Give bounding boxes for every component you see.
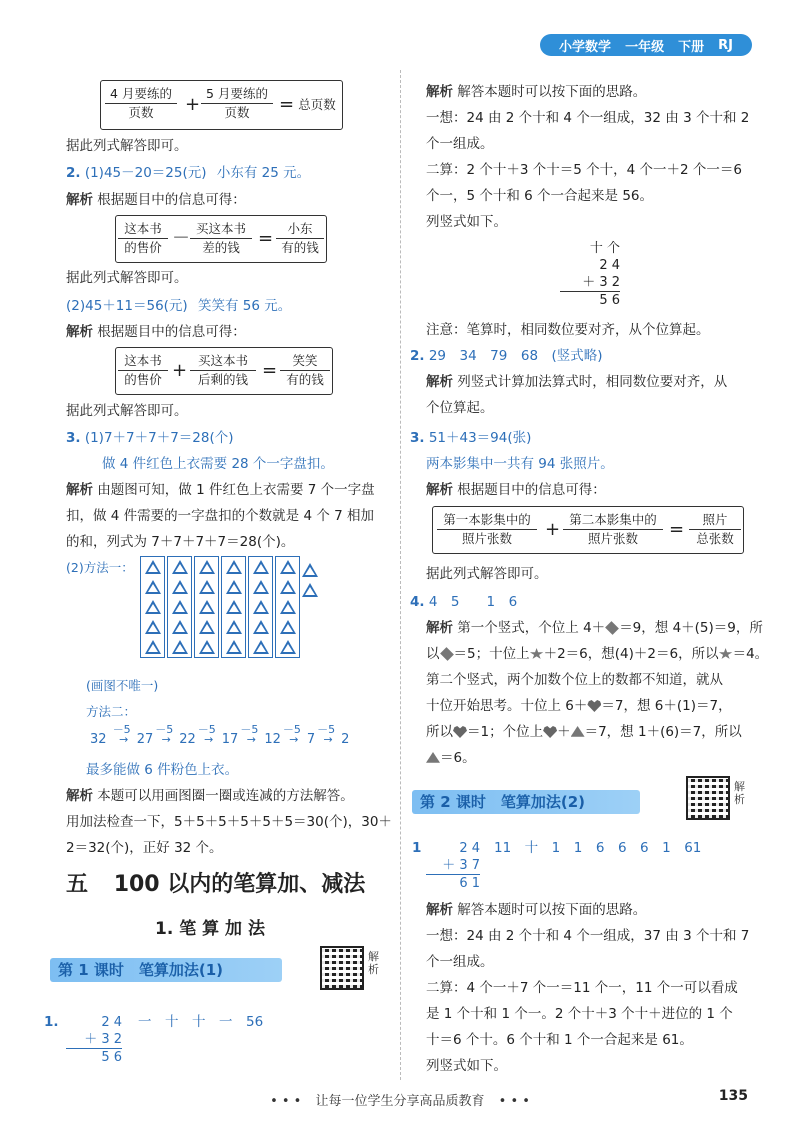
r-q2-line xyxy=(410,346,603,366)
triangle-group xyxy=(194,556,219,658)
q2-2-expr: (2)45＋11＝56(元) xyxy=(66,298,188,314)
r-q2-answer: 29 34 79 68 (竖式略) xyxy=(428,348,603,364)
r-lines2-3: 是 1 个十和 1 个一。2 个十＋3 个十＋进位的 1 个 xyxy=(426,1006,733,1022)
q3-1-line xyxy=(66,428,234,448)
box1-a-bot: 页数 xyxy=(128,105,154,120)
jx-q3-1-line-0: 由题图可知，做 1 件红色上衣需要 7 个一字盘 xyxy=(97,482,375,498)
relation-box-2 xyxy=(115,215,327,263)
box4-b-bot: 照片张数 xyxy=(587,531,638,546)
text-l2: 据此列式解答即可。 xyxy=(66,270,188,286)
footer-dots-left: • • • xyxy=(270,1094,302,1109)
r-lines2-2: 二算：4 个一＋7 个一＝11 个一，11 个一可以看成 xyxy=(426,980,738,996)
box3-op: + xyxy=(172,360,188,381)
box2-b-top: 买这本书 xyxy=(190,220,252,239)
box1-b-top: 5 月要练的 xyxy=(201,85,273,104)
column-divider xyxy=(400,70,401,1080)
jx-r4-l5a: 所以 xyxy=(426,724,453,740)
diamond-icon xyxy=(440,647,454,661)
box2-op: － xyxy=(172,228,190,249)
arrow-icon: → xyxy=(246,733,256,746)
text-l3: 据此列式解答即可。 xyxy=(66,403,188,419)
box1-op: + xyxy=(185,94,201,115)
lesson2-banner: 第 2 课时 笔算加法(2) xyxy=(412,790,640,814)
r-lines1-3: 个一，5 个十和 6 个一合起来是 56。 xyxy=(426,188,654,204)
jx-r2-line-0: 列竖式计算加法算式时，相同数位要对齐，从 xyxy=(457,374,728,390)
q3-1-answer: 做 4 件红色上衣需要 28 个一字盘扣。 xyxy=(102,456,334,472)
box3-c-top: 笑笑 xyxy=(280,352,330,371)
relation-box-1 xyxy=(100,80,343,130)
jx-q2-1-text: 根据题目中的信息可得： xyxy=(97,192,246,208)
subtraction-chain xyxy=(90,723,350,750)
r-lines1-0: 一想：24 由 2 个十和 4 个一组成，32 由 3 个十和 2 xyxy=(426,110,750,126)
jx-r2-line-1: 个位算起。 xyxy=(426,400,494,416)
jx-r4-l2c: ＋2＝6，想(4)＋2＝6，所以 xyxy=(543,646,719,662)
r-lines2-0: 一想：24 由 2 个十和 4 个一组成，37 由 3 个十和 7 xyxy=(426,928,750,944)
jx-q3-1-line-1: 扣，做 4 件需要的一字盘扣的个数就是 4 个 7 相加 xyxy=(66,508,375,524)
l-q1-vertical xyxy=(66,1014,122,1066)
chapter-heading xyxy=(66,872,365,898)
q2-2-line xyxy=(66,296,291,316)
jx-r4-l2a: 以 xyxy=(426,646,440,662)
jx-r4-line-3: 第二个竖式，两个加数个位上的数都不知道，就从 xyxy=(426,672,723,688)
chain-op: －5 xyxy=(282,723,301,736)
vert1-a: 2 4 xyxy=(599,258,620,273)
relation-box-4 xyxy=(432,506,744,554)
l-q1-number: 1. xyxy=(44,1014,59,1030)
r-q3-number: 3. xyxy=(410,430,425,446)
chain-arrow xyxy=(238,723,264,750)
r-q1-a: 2 4 xyxy=(459,841,480,856)
chain-op: －5 xyxy=(197,723,216,736)
heart-icon xyxy=(453,726,467,738)
box1-c: 总页数 xyxy=(298,97,336,112)
jx-r3 xyxy=(426,480,606,500)
jx-r4-line-2 xyxy=(426,644,768,664)
text-l1: 据此列式解答即可。 xyxy=(66,138,188,154)
vertical-calc-1 xyxy=(560,240,620,309)
box4-c-top: 照片 xyxy=(689,511,741,530)
box4-eq: = xyxy=(669,519,685,540)
analysis-label: 解析 xyxy=(66,324,93,340)
footer-dots-right: • • • xyxy=(498,1094,530,1109)
vert1-header: 十 个 xyxy=(589,241,620,256)
jx-r4-l6: ＝6。 xyxy=(440,750,476,766)
box4-op: + xyxy=(545,519,561,540)
jx-q3-1 xyxy=(66,480,375,500)
jx-r4-line-1 xyxy=(426,618,763,638)
header-grade: 一年级 xyxy=(625,39,665,55)
footer-slogan: 让每一位学生分享高品质教育 xyxy=(315,1094,485,1109)
box2-b-bot: 差的钱 xyxy=(202,240,240,255)
analysis-label: 解析 xyxy=(66,192,93,208)
q3-2-label: (2)方法一： xyxy=(66,560,134,575)
box4-a-bot: 照片张数 xyxy=(461,531,512,546)
chain-arrow xyxy=(111,723,137,750)
r-q3-line xyxy=(410,428,531,448)
chain-value: 7 xyxy=(306,732,316,747)
r-q1-vertical xyxy=(426,840,480,892)
box3-b-top: 买这本书 xyxy=(190,352,256,371)
analysis-label: 解析 xyxy=(426,84,453,100)
jx-r1 xyxy=(426,82,646,102)
q2-1-answer: 小东有 25 元。 xyxy=(216,165,311,181)
q2-2-answer: 笑笑有 56 元。 xyxy=(198,298,292,314)
chain-arrow xyxy=(196,723,222,750)
jx-q2-2-text: 根据题目中的信息可得： xyxy=(97,324,246,340)
triangle-shape-icon xyxy=(426,752,440,764)
jx-r4-l5b: ＝1；个位上 xyxy=(467,724,544,740)
jx-r4-line-4 xyxy=(426,696,732,716)
jx-r4-l2b: ＝5；十位上 xyxy=(453,646,530,662)
l-q1-b: ＋ 3 2 xyxy=(66,1031,122,1049)
jx-q3-1-line-2: 的和，列式为 7＋7＋7＋7＝28(个)。 xyxy=(66,534,295,550)
triangle-group xyxy=(221,556,246,658)
l-q1-c: 5 6 xyxy=(101,1050,122,1065)
arrow-icon: → xyxy=(289,733,299,746)
triangle-group xyxy=(140,556,165,658)
diamond-icon xyxy=(605,621,619,635)
jx-r4-l1b: ＝9，想 4＋(5)＝9，所 xyxy=(619,620,763,636)
triangle-shape-icon xyxy=(571,726,585,738)
box2-a-bot: 的售价 xyxy=(124,240,162,255)
vert1-c: 5 6 xyxy=(599,293,620,308)
analysis-label: 解析 xyxy=(426,620,453,636)
arrow-icon: → xyxy=(161,733,171,746)
chain-value: 22 xyxy=(179,732,196,747)
box4-b-top: 第二本影集中的 xyxy=(563,511,663,530)
star-icon xyxy=(530,648,544,660)
chain-arrow xyxy=(153,723,179,750)
chain-op: －5 xyxy=(317,723,336,736)
chain-op: －5 xyxy=(155,723,174,736)
jx-r4-l5d: ＝7，想 1＋(6)＝7，所以 xyxy=(584,724,742,740)
jx-q3-2 xyxy=(66,786,354,806)
box3-a-bot: 的售价 xyxy=(124,372,162,387)
r-lines1-2: 二算：2 个十＋3 个十＝5 个十，4 个一＋2 个一＝6 xyxy=(426,162,742,178)
r-q1-rest: 11 十 1 1 6 6 6 1 61 xyxy=(494,840,702,856)
box2-eq: = xyxy=(258,228,274,249)
arrow-icon: → xyxy=(204,733,214,746)
l-q1-rest: 一 十 十 一 56 xyxy=(138,1014,264,1030)
chapter-title: 100 以内的笔算加、减法 xyxy=(113,872,366,897)
heart-icon xyxy=(543,726,557,738)
jx-q3-2-line-0: 本题可以用画图圈一圈或连减的方法解答。 xyxy=(97,788,354,804)
jx-q3-2-line-2: 2＝32(个)，正好 32 个。 xyxy=(66,840,223,856)
triangle-group xyxy=(275,556,300,658)
r-lines1-4: 列竖式如下。 xyxy=(426,214,507,230)
arrow-icon: → xyxy=(119,733,129,746)
r-q1-number: 1 xyxy=(412,840,422,856)
page-number: 135 xyxy=(718,1088,748,1104)
l-q1-a: 2 4 xyxy=(101,1015,122,1030)
jx-q3-2-line-1: 用加法检查一下，5＋5＋5＋5＋5＋5＝30(个)，30＋ xyxy=(66,814,392,830)
box2-c-bot: 有的钱 xyxy=(281,240,319,255)
box3-b-bot: 后剩的钱 xyxy=(197,372,248,387)
triangle-groups xyxy=(140,556,300,658)
triangle-group xyxy=(248,556,273,658)
chain-value: 12 xyxy=(264,732,281,747)
qr-code-lesson2[interactable] xyxy=(686,776,730,820)
box1-b-bot: 页数 xyxy=(224,105,250,120)
chapter-number: 五 xyxy=(66,872,89,897)
triangle-diagram xyxy=(140,556,350,666)
lesson1-banner: 第 1 课时 笔算加法(1) xyxy=(50,958,282,982)
jx-q2-2 xyxy=(66,322,246,342)
r-lines2-1: 个一组成。 xyxy=(426,954,494,970)
vert1-b: ＋ 3 2 xyxy=(560,274,620,292)
box3-c-bot: 有的钱 xyxy=(286,372,324,387)
header-tab xyxy=(540,34,752,56)
chain-op: －5 xyxy=(112,723,131,736)
box3-a-top: 这本书 xyxy=(118,352,168,371)
chain-start: 32 xyxy=(90,732,107,747)
analysis-label: 解析 xyxy=(66,788,93,804)
footer xyxy=(0,1090,800,1109)
arrow-icon: → xyxy=(323,733,333,746)
star-icon xyxy=(719,648,733,660)
analysis-label: 解析 xyxy=(426,902,453,918)
heart-icon xyxy=(587,700,601,712)
jx-r4-l5c: ＋ xyxy=(557,724,571,740)
note1: 注意：笔算时，相同数位要对齐，从个位算起。 xyxy=(426,322,710,338)
text-l4: 据此列式解答即可。 xyxy=(426,566,548,582)
jx-r1-text: 解答本题时可以按下面的思路。 xyxy=(457,84,647,100)
jx-r4-l2d: ＝4。 xyxy=(732,646,769,662)
q3-number: 3. xyxy=(66,430,81,446)
qr-label-lesson2: 解析 xyxy=(734,780,745,806)
analysis-label: 解析 xyxy=(426,374,453,390)
jx-r4-l1a: 第一个竖式，个位上 4＋ xyxy=(457,620,606,636)
r-q3-expr: 51＋43＝94(张) xyxy=(428,430,532,446)
q2-number: 2. xyxy=(66,165,81,181)
jx-r4-l4a: 十位开始思考。十位上 6＋ xyxy=(426,698,588,714)
r-q1-c: 6 1 xyxy=(459,876,480,891)
box2-c-top: 小东 xyxy=(276,220,324,239)
jx-r4-l4b: ＝7，想 6＋(1)＝7， xyxy=(601,698,732,714)
r-q2-number: 2. xyxy=(410,348,425,364)
q2-1-expr: (1)45－20＝25(元) xyxy=(84,165,207,181)
jx-r3-text: 根据题目中的信息可得： xyxy=(457,482,606,498)
jx-r5 xyxy=(426,900,646,920)
r-lines2-5: 列竖式如下。 xyxy=(426,1058,507,1074)
box1-eq: = xyxy=(279,94,295,115)
triangle-group xyxy=(167,556,192,658)
chain-arrow xyxy=(315,723,341,750)
header-edition: RJ xyxy=(718,37,733,53)
box1-a-top: 4 月要练的 xyxy=(105,85,177,104)
r-q4-answer: 4 5 1 6 xyxy=(428,594,518,610)
r-q4-line xyxy=(410,592,517,612)
r-q3-answer: 两本影集中一共有 94 张照片。 xyxy=(426,456,614,472)
jx-r2 xyxy=(426,372,727,392)
analysis-label: 解析 xyxy=(426,482,453,498)
chain-arrow xyxy=(281,723,307,750)
q3-2-note: (画图不唯一) xyxy=(86,678,159,693)
qr-label-lesson1: 解析 xyxy=(368,950,379,976)
method2-label: 方法二： xyxy=(86,704,137,719)
chain-value: 17 xyxy=(221,732,239,747)
box4-a-top: 第一本影集中的 xyxy=(437,511,537,530)
r-lines2-4: 十＝6 个十。6 个十和 1 个一合起来是 61。 xyxy=(426,1032,693,1048)
chain-value: 2 xyxy=(341,732,350,747)
box2-a-top: 这本书 xyxy=(118,220,168,239)
chain-value: 27 xyxy=(136,732,154,747)
section-title: 1. 笔 算 加 法 xyxy=(155,919,265,939)
r-q1-b: ＋ 3 7 xyxy=(426,857,480,875)
header-volume: 下册 xyxy=(678,39,705,55)
chain-op: －5 xyxy=(240,723,259,736)
q2-1-line xyxy=(66,163,310,183)
header-subject: 小学数学 xyxy=(559,39,612,55)
r-q4-number: 4. xyxy=(410,594,425,610)
jx-q2-1 xyxy=(66,190,246,210)
jx-r4-line-6 xyxy=(426,748,476,768)
box4-c-bot: 总张数 xyxy=(696,531,734,546)
relation-box-3 xyxy=(115,347,333,395)
r-lines1-1: 个一组成。 xyxy=(426,136,494,152)
analysis-label: 解析 xyxy=(66,482,93,498)
q3-1-expr: (1)7＋7＋7＋7＝28(个) xyxy=(84,430,234,446)
q3-2-answer: 最多能做 6 件粉色上衣。 xyxy=(86,762,239,778)
qr-code-lesson1[interactable] xyxy=(320,946,364,990)
box3-eq: = xyxy=(262,360,278,381)
jx-r5-text: 解答本题时可以按下面的思路。 xyxy=(457,902,647,918)
leftover-triangles xyxy=(300,560,320,600)
jx-r4-line-5 xyxy=(426,722,742,742)
